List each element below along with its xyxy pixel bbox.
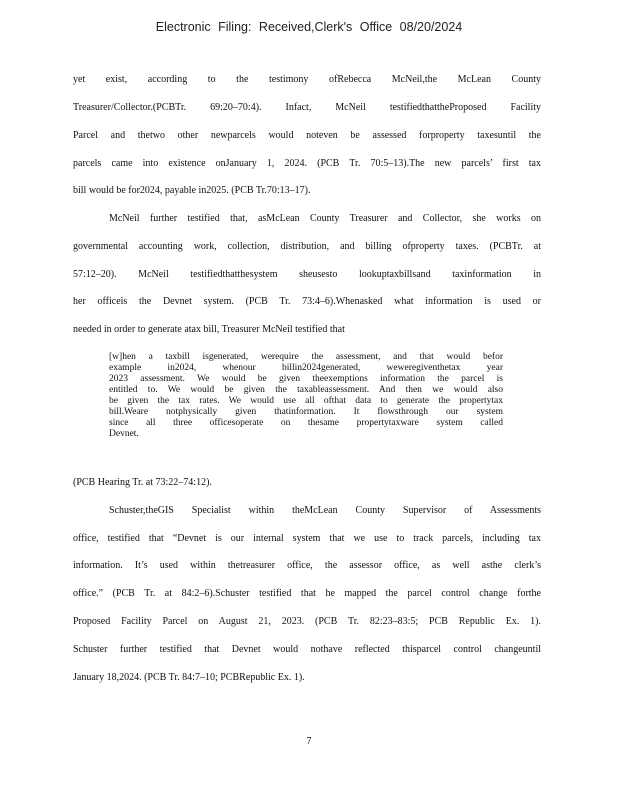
filing-header: Electronic Filing: Received,Clerk's Office 08/20/2024: [155, 20, 463, 34]
quote-line: example in2024, whenour billin2024generated, weweregiventhetax year: [109, 363, 503, 373]
para3-line: office.” (PCB Tr. at 84:2–6).Schuster testified that he mapped the parcel control change forthe: [73, 588, 541, 599]
para1-line: Parcel and thetwo other newparcels would noteven be assessed forproperty taxesuntil the: [73, 130, 541, 141]
para3-line: office, testified that “Devnet is our internal system that we use to track parcels, including tax: [73, 533, 541, 544]
quote-line: bill.Weare notphysically given thatinformation. It flowsthrough our system: [109, 407, 503, 417]
quote-line: 2023 assessment. We would be given theexemptions information the parcel is: [109, 374, 503, 384]
para1-line: yet exist, according to the testimony ofRebecca McNeil,the McLean County: [73, 74, 541, 85]
quote-line: be given the tax rates. We would use all ofthat data to generate the propertytax: [109, 396, 503, 406]
para2-line: her officeis the Devnet system. (PCB Tr. 73:4–6).Whenasked what information is used or: [73, 296, 541, 307]
para2-line: governmental accounting work, collection, distribution, and billing ofproperty taxes. (PCBTr. at: [73, 241, 541, 252]
para3-line: Schuster,theGIS Specialist within theMcLean County Supervisor of Assessments: [109, 505, 541, 516]
para1-line: bill would be for2024, payable in2025. (PCB Tr.70:13–17).: [73, 185, 311, 196]
para2-line: McNeil further testified that, asMcLean County Treasurer and Collector, she works on: [109, 213, 541, 224]
para3-line: information. It’s used within thetreasurer office, the assessor office, as well asthe clerk’s: [73, 560, 541, 571]
para2-line: needed in order to generate atax bill, Treasurer McNeil testified that: [73, 324, 345, 335]
page-number: 7: [306, 736, 312, 747]
para3-line: Schuster further testified that Devnet would nothave reflected thisparcel control changeuntil: [73, 644, 541, 655]
para3-line: January 18,2024. (PCB Tr. 84:7–10; PCBRepublic Ex. 1).: [73, 672, 305, 683]
para3-line: Proposed Facility Parcel on August 21, 2023. (PCB Tr. 82:23–83:5; PCB Republic Ex. 1).: [73, 616, 541, 627]
quote-line: [w]hen a taxbill isgenerated, werequire the assessment, and that would befor: [109, 352, 503, 362]
para1-line: Treasurer/Collector.(PCBTr. 69:20–70:4). Infact, McNeil testifiedthattheProposed Facility: [73, 102, 541, 113]
hearing-citation: (PCB Hearing Tr. at 73:22–74:12).: [73, 477, 212, 488]
quote-line: since all three officesoperate on thesame propertytaxware system called: [109, 418, 503, 428]
quote-line: Devnet.: [109, 429, 139, 439]
quote-line: entitled to. We would be given the taxableassessment. And then we would also: [109, 385, 503, 395]
para2-line: 57:12–20). McNeil testifiedthatthesystem sheusesto lookuptaxbillsand taxinformation in: [73, 269, 541, 280]
para1-line: parcels came into existence onJanuary 1, 2024. (PCB Tr. 70:5–13).The new parcels’ first tax: [73, 158, 541, 169]
